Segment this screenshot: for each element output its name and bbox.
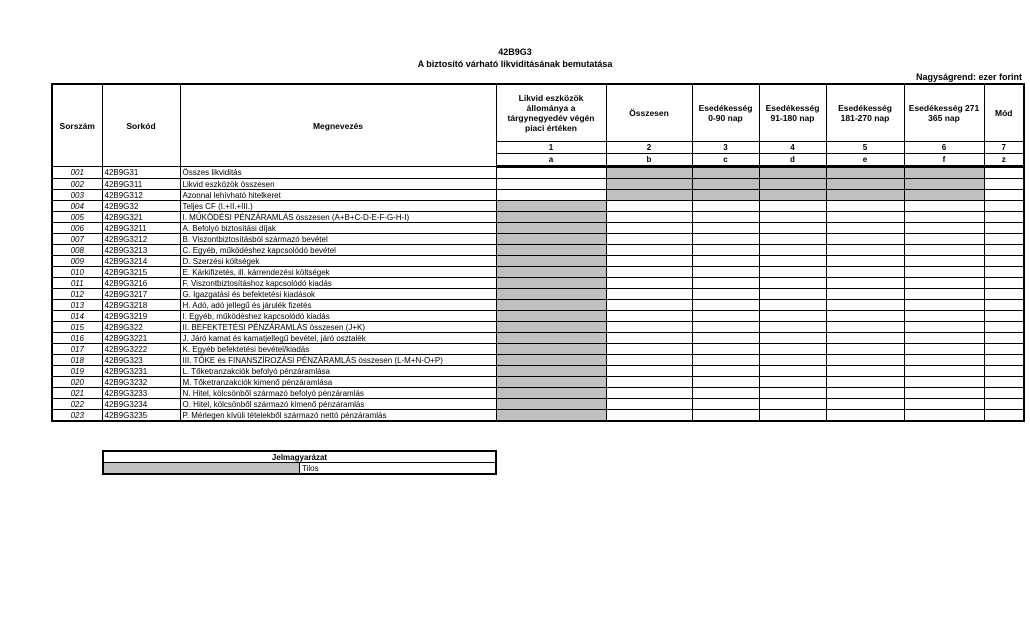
value-cell[interactable]	[496, 311, 606, 322]
value-cell[interactable]	[759, 256, 826, 267]
value-cell[interactable]	[759, 267, 826, 278]
row-sorkod: 42B9G3231	[102, 366, 180, 377]
value-cell[interactable]	[826, 322, 904, 333]
report-title: A biztosító várható likviditásának bemutatása	[417, 59, 613, 69]
value-cell[interactable]	[984, 167, 1024, 179]
value-cell[interactable]	[826, 256, 904, 267]
value-cell[interactable]	[984, 399, 1024, 410]
row-sorkod: 42B9G3222	[102, 344, 180, 355]
value-cell[interactable]	[826, 201, 904, 212]
value-cell[interactable]	[692, 399, 759, 410]
value-cell[interactable]	[904, 212, 984, 223]
value-cell[interactable]	[496, 245, 606, 256]
value-cell[interactable]	[496, 167, 606, 179]
header-col2: Összesen	[606, 84, 692, 142]
value-cell[interactable]	[904, 234, 984, 245]
value-cell[interactable]	[826, 234, 904, 245]
value-cell[interactable]	[904, 322, 984, 333]
row-sorszam: 006	[52, 223, 102, 234]
value-cell[interactable]	[904, 289, 984, 300]
header-col5: Esedékesség 181-270 nap	[826, 84, 904, 142]
col-letter: d	[759, 154, 826, 167]
value-cell[interactable]	[606, 289, 692, 300]
value-cell[interactable]	[692, 377, 759, 388]
legend-gray-label: Tilos	[300, 463, 497, 475]
table-row	[52, 201, 1024, 212]
row-sorkod: 42B9G3216	[102, 278, 180, 289]
value-cell[interactable]	[692, 344, 759, 355]
header-col6: Esedékesség 271 365 nap	[904, 84, 984, 142]
value-cell[interactable]	[984, 267, 1024, 278]
row-sorszam: 009	[52, 256, 102, 267]
col-letter: e	[826, 154, 904, 167]
row-sorszam: 008	[52, 245, 102, 256]
value-cell[interactable]	[692, 201, 759, 212]
value-cell[interactable]	[984, 190, 1024, 201]
value-cell[interactable]	[759, 366, 826, 377]
table-row	[52, 278, 1024, 289]
value-cell[interactable]	[984, 311, 1024, 322]
value-cell[interactable]	[759, 245, 826, 256]
value-cell[interactable]	[606, 300, 692, 311]
row-sorkod: 42B9G3212	[102, 234, 180, 245]
value-cell[interactable]	[496, 212, 606, 223]
row-sorszam: 021	[52, 388, 102, 399]
header-col7: Mód	[984, 84, 1024, 142]
row-sorszam: 003	[52, 190, 102, 201]
value-cell[interactable]	[496, 333, 606, 344]
row-megnevezes: A. Befolyó biztosítási díjak	[180, 223, 496, 234]
value-cell[interactable]	[606, 212, 692, 223]
value-cell[interactable]	[759, 322, 826, 333]
row-megnevezes: K. Egyéb befektetési bevétel/kiadás	[180, 344, 496, 355]
header-sorkod: Sorkód	[102, 84, 180, 167]
value-cell[interactable]	[826, 355, 904, 366]
value-cell[interactable]	[904, 366, 984, 377]
value-cell[interactable]	[692, 278, 759, 289]
value-cell[interactable]	[606, 333, 692, 344]
value-cell[interactable]	[826, 410, 904, 422]
value-cell[interactable]	[984, 179, 1024, 190]
table-row	[52, 311, 1024, 322]
row-megnevezes: Azonnal lehívható hitelkeret	[180, 190, 496, 201]
value-cell[interactable]	[984, 377, 1024, 388]
value-cell[interactable]	[606, 399, 692, 410]
row-megnevezes: Összes likviditás	[180, 167, 496, 179]
value-cell[interactable]	[984, 201, 1024, 212]
value-cell[interactable]	[606, 167, 692, 179]
table-row	[52, 300, 1024, 311]
value-cell[interactable]	[826, 190, 904, 201]
value-cell[interactable]	[496, 377, 606, 388]
value-cell[interactable]	[692, 311, 759, 322]
value-cell[interactable]	[984, 223, 1024, 234]
value-cell[interactable]	[904, 267, 984, 278]
value-cell[interactable]	[826, 300, 904, 311]
value-cell[interactable]	[496, 399, 606, 410]
table-row	[52, 322, 1024, 333]
value-cell[interactable]	[904, 344, 984, 355]
value-cell[interactable]	[826, 344, 904, 355]
value-cell[interactable]	[496, 223, 606, 234]
table-row	[52, 223, 1024, 234]
value-cell[interactable]	[826, 267, 904, 278]
value-cell[interactable]	[984, 289, 1024, 300]
value-cell[interactable]	[692, 289, 759, 300]
header-sorszam: Sorszám	[52, 84, 102, 167]
col-number: 7	[984, 142, 1024, 154]
row-megnevezes: I. Egyéb, működéshez kapcsolódó kiadás	[180, 311, 496, 322]
row-sorszam: 007	[52, 234, 102, 245]
legend-table	[102, 450, 497, 475]
table-row	[52, 245, 1024, 256]
value-cell[interactable]	[496, 410, 606, 422]
row-megnevezes: D. Szerzési költségek	[180, 256, 496, 267]
value-cell[interactable]	[984, 322, 1024, 333]
value-cell[interactable]	[759, 377, 826, 388]
row-megnevezes: M. Tőketranzakciók kimenő pénzáramlása	[180, 377, 496, 388]
row-sorkod: 42B9G312	[102, 190, 180, 201]
value-cell[interactable]	[984, 234, 1024, 245]
col-number: 6	[904, 142, 984, 154]
unit-label: Nagyságrend: ezer forint	[915, 72, 1022, 82]
table-row	[52, 366, 1024, 377]
liquidity-table	[51, 83, 1025, 422]
value-cell[interactable]	[984, 300, 1024, 311]
row-megnevezes: III. TŐKE és FINANSZÍROZÁSI PÉNZÁRAMLÁS összesen (L-M+N-O+P)	[180, 355, 496, 366]
value-cell[interactable]	[826, 212, 904, 223]
col-letter: c	[692, 154, 759, 167]
value-cell[interactable]	[826, 311, 904, 322]
table-row	[52, 212, 1024, 223]
value-cell[interactable]	[984, 333, 1024, 344]
value-cell[interactable]	[692, 355, 759, 366]
value-cell[interactable]	[606, 256, 692, 267]
value-cell[interactable]	[496, 179, 606, 190]
value-cell[interactable]	[984, 278, 1024, 289]
report-code: 42B9G3	[498, 47, 532, 57]
value-cell[interactable]	[692, 366, 759, 377]
value-cell[interactable]	[759, 300, 826, 311]
value-cell[interactable]	[759, 399, 826, 410]
row-sorszam: 004	[52, 201, 102, 212]
value-cell[interactable]	[606, 267, 692, 278]
col-letter: z	[984, 154, 1024, 167]
value-cell[interactable]	[826, 388, 904, 399]
value-cell[interactable]	[496, 344, 606, 355]
value-cell[interactable]	[692, 388, 759, 399]
value-cell[interactable]	[904, 278, 984, 289]
row-megnevezes: G. Igazgatási és befektetési kiadások	[180, 289, 496, 300]
value-cell[interactable]	[826, 333, 904, 344]
row-sorszam: 014	[52, 311, 102, 322]
row-sorkod: 42B9G3219	[102, 311, 180, 322]
row-sorkod: 42B9G3234	[102, 399, 180, 410]
value-cell[interactable]	[496, 190, 606, 201]
header-col4: Esedékesség 91-180 nap	[759, 84, 826, 142]
value-cell[interactable]	[496, 201, 606, 212]
value-cell[interactable]	[826, 289, 904, 300]
table-row	[52, 344, 1024, 355]
row-sorkod: 42B9G3221	[102, 333, 180, 344]
row-sorszam: 011	[52, 278, 102, 289]
row-sorkod: 42B9G3217	[102, 289, 180, 300]
value-cell[interactable]	[826, 366, 904, 377]
row-sorszam: 016	[52, 333, 102, 344]
value-cell[interactable]	[692, 212, 759, 223]
row-sorkod: 42B9G322	[102, 322, 180, 333]
row-megnevezes: J. Járó kamat és kamatjellegű bevétel, járó osztalék	[180, 333, 496, 344]
legend-gray-swatch	[103, 463, 300, 475]
value-cell[interactable]	[606, 366, 692, 377]
value-cell[interactable]	[759, 311, 826, 322]
value-cell[interactable]	[984, 366, 1024, 377]
col-number: 4	[759, 142, 826, 154]
table-row	[52, 167, 1024, 179]
col-letter: f	[904, 154, 984, 167]
value-cell[interactable]	[606, 190, 692, 201]
value-cell[interactable]	[606, 355, 692, 366]
row-sorszam: 015	[52, 322, 102, 333]
row-sorszam: 002	[52, 179, 102, 190]
value-cell[interactable]	[496, 322, 606, 333]
value-cell[interactable]	[606, 377, 692, 388]
value-cell[interactable]	[759, 167, 826, 179]
row-megnevezes: II. BEFEKTETÉSI PÉNZÁRAMLÁS összesen (J+K)	[180, 322, 496, 333]
row-sorszam: 010	[52, 267, 102, 278]
row-sorkod: 42B9G323	[102, 355, 180, 366]
table-row	[52, 388, 1024, 399]
value-cell[interactable]	[606, 388, 692, 399]
value-cell[interactable]	[496, 234, 606, 245]
col-letter: b	[606, 154, 692, 167]
value-cell[interactable]	[692, 234, 759, 245]
row-sorkod: 42B9G3233	[102, 388, 180, 399]
table-row	[52, 267, 1024, 278]
row-sorkod: 42B9G3213	[102, 245, 180, 256]
value-cell[interactable]	[496, 267, 606, 278]
value-cell[interactable]	[759, 179, 826, 190]
row-sorkod: 42B9G3218	[102, 300, 180, 311]
table-row	[52, 399, 1024, 410]
row-megnevezes: N. Hitel, kölcsönből származó befolyó pénzáramlás	[180, 388, 496, 399]
value-cell[interactable]	[759, 212, 826, 223]
value-cell[interactable]	[759, 278, 826, 289]
value-cell[interactable]	[606, 344, 692, 355]
value-cell[interactable]	[759, 410, 826, 422]
value-cell[interactable]	[496, 289, 606, 300]
value-cell[interactable]	[826, 399, 904, 410]
table-row	[52, 289, 1024, 300]
row-sorszam: 022	[52, 399, 102, 410]
value-cell[interactable]	[759, 190, 826, 201]
value-cell[interactable]	[496, 300, 606, 311]
value-cell[interactable]	[826, 377, 904, 388]
table-row	[52, 333, 1024, 344]
value-cell[interactable]	[496, 355, 606, 366]
table-row	[52, 256, 1024, 267]
value-cell[interactable]	[984, 388, 1024, 399]
col-number: 5	[826, 142, 904, 154]
legend-title: Jelmagyarázat	[103, 451, 496, 463]
value-cell[interactable]	[606, 245, 692, 256]
value-cell[interactable]	[606, 278, 692, 289]
value-cell[interactable]	[826, 179, 904, 190]
header-col3: Esedékesség 0-90 nap	[692, 84, 759, 142]
value-cell[interactable]	[759, 234, 826, 245]
col-number: 3	[692, 142, 759, 154]
header-megnevezes: Megnevezés	[180, 84, 496, 167]
header-col1: Likvid eszközök állománya a tárgynegyedév végén piaci értéken	[496, 84, 606, 142]
row-sorszam: 013	[52, 300, 102, 311]
row-sorkod: 42B9G3214	[102, 256, 180, 267]
value-cell[interactable]	[759, 333, 826, 344]
value-cell[interactable]	[904, 410, 984, 422]
row-megnevezes: L. Tőketranzakciók befolyó pénzáramlása	[180, 366, 496, 377]
value-cell[interactable]	[606, 179, 692, 190]
value-cell[interactable]	[692, 223, 759, 234]
value-cell[interactable]	[692, 179, 759, 190]
value-cell[interactable]	[692, 190, 759, 201]
row-sorkod: 42B9G31	[102, 167, 180, 179]
value-cell[interactable]	[904, 355, 984, 366]
value-cell[interactable]	[904, 167, 984, 179]
value-cell[interactable]	[759, 289, 826, 300]
value-cell[interactable]	[984, 245, 1024, 256]
value-cell[interactable]	[496, 278, 606, 289]
value-cell[interactable]	[904, 245, 984, 256]
row-megnevezes: C. Egyéb, működéshez kapcsolódó bevétel	[180, 245, 496, 256]
value-cell[interactable]	[984, 256, 1024, 267]
value-cell[interactable]	[606, 311, 692, 322]
value-cell[interactable]	[759, 223, 826, 234]
value-cell[interactable]	[496, 366, 606, 377]
value-cell[interactable]	[606, 201, 692, 212]
row-megnevezes: I. MŰKÖDÉSI PÉNZÁRAMLÁS összesen (A+B+C-D-E-F-G-H-I)	[180, 212, 496, 223]
value-cell[interactable]	[984, 344, 1024, 355]
table-row	[52, 410, 1024, 422]
row-sorkod: 42B9G3235	[102, 410, 180, 422]
value-cell[interactable]	[904, 377, 984, 388]
value-cell[interactable]	[606, 234, 692, 245]
table-row	[52, 234, 1024, 245]
row-sorszam: 019	[52, 366, 102, 377]
value-cell[interactable]	[759, 388, 826, 399]
row-megnevezes: Teljes CF (I.+II.+III.)	[180, 201, 496, 212]
row-megnevezes: E. Kárkifizetés, ill. kárrendezési költségek	[180, 267, 496, 278]
row-megnevezes: B. Viszontbiztosításból származó bevétel	[180, 234, 496, 245]
table-row	[52, 190, 1024, 201]
row-sorkod: 42B9G321	[102, 212, 180, 223]
table-row	[52, 377, 1024, 388]
row-sorszam: 020	[52, 377, 102, 388]
value-cell[interactable]	[759, 355, 826, 366]
row-sorkod: 42B9G3232	[102, 377, 180, 388]
value-cell[interactable]	[759, 201, 826, 212]
value-cell[interactable]	[984, 355, 1024, 366]
value-cell[interactable]	[826, 223, 904, 234]
value-cell[interactable]	[692, 300, 759, 311]
row-sorkod: 42B9G32	[102, 201, 180, 212]
row-sorszam: 018	[52, 355, 102, 366]
value-cell[interactable]	[692, 245, 759, 256]
col-letter: a	[496, 154, 606, 167]
value-cell[interactable]	[984, 212, 1024, 223]
value-cell[interactable]	[692, 167, 759, 179]
value-cell[interactable]	[692, 333, 759, 344]
row-megnevezes: Likvid eszközök összesen	[180, 179, 496, 190]
row-sorszam: 012	[52, 289, 102, 300]
row-sorszam: 005	[52, 212, 102, 223]
value-cell[interactable]	[904, 333, 984, 344]
table-row	[52, 355, 1024, 366]
value-cell[interactable]	[904, 223, 984, 234]
row-megnevezes: H. Adó, adó jellegű és járulék fizetés	[180, 300, 496, 311]
value-cell[interactable]	[904, 311, 984, 322]
row-sorszam: 023	[52, 410, 102, 422]
value-cell[interactable]	[606, 322, 692, 333]
col-number: 1	[496, 142, 606, 154]
value-cell[interactable]	[759, 344, 826, 355]
value-cell[interactable]	[606, 410, 692, 422]
value-cell[interactable]	[496, 388, 606, 399]
row-sorszam: 017	[52, 344, 102, 355]
value-cell[interactable]	[692, 256, 759, 267]
value-cell[interactable]	[904, 399, 984, 410]
row-sorkod: 42B9G311	[102, 179, 180, 190]
value-cell[interactable]	[692, 410, 759, 422]
value-cell[interactable]	[904, 388, 984, 399]
value-cell[interactable]	[984, 410, 1024, 422]
value-cell[interactable]	[904, 190, 984, 201]
value-cell[interactable]	[826, 167, 904, 179]
value-cell[interactable]	[904, 201, 984, 212]
row-sorkod: 42B9G3215	[102, 267, 180, 278]
value-cell[interactable]	[904, 256, 984, 267]
value-cell[interactable]	[826, 278, 904, 289]
value-cell[interactable]	[826, 245, 904, 256]
value-cell[interactable]	[692, 322, 759, 333]
value-cell[interactable]	[904, 300, 984, 311]
table-row	[52, 179, 1024, 190]
value-cell[interactable]	[904, 179, 984, 190]
row-sorkod: 42B9G3211	[102, 223, 180, 234]
row-megnevezes: F. Viszontbiztosításhoz kapcsolódó kiadás	[180, 278, 496, 289]
value-cell[interactable]	[496, 256, 606, 267]
value-cell[interactable]	[606, 223, 692, 234]
row-megnevezes: O. Hitel, kölcsönből származó kimenő pénzáramlás	[180, 399, 496, 410]
row-sorszam: 001	[52, 167, 102, 179]
value-cell[interactable]	[692, 267, 759, 278]
col-number: 2	[606, 142, 692, 154]
row-megnevezes: P. Mérlegen kívüli tételekből származó nettó pénzáramlás	[180, 410, 496, 422]
